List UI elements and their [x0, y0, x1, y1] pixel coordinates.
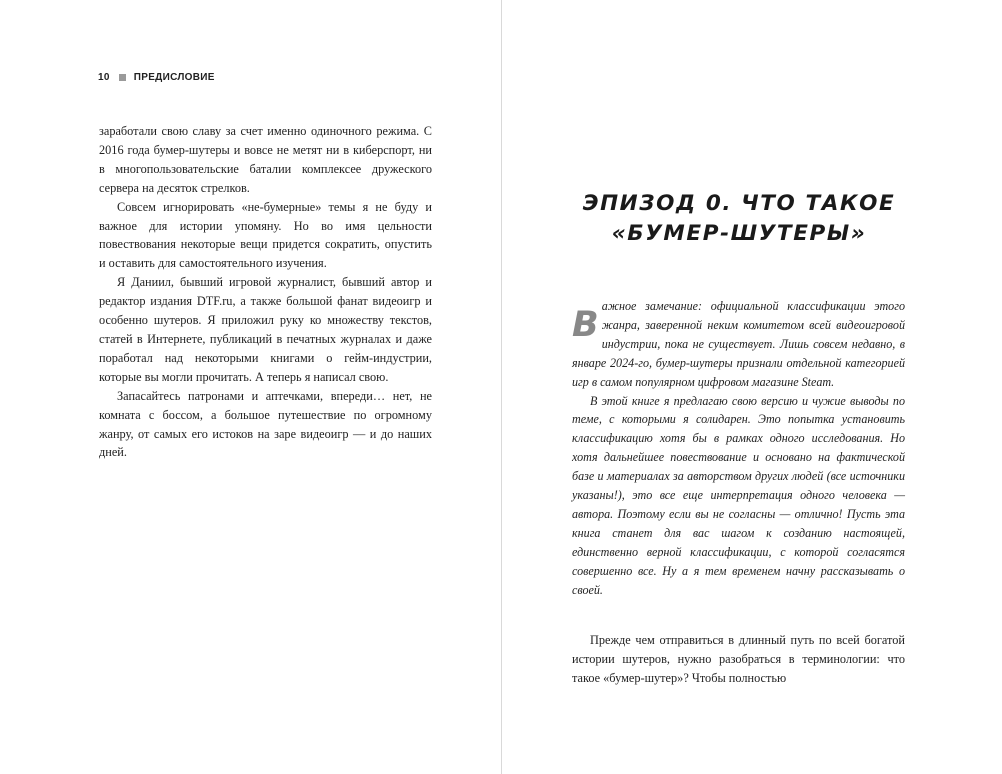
italic-intro — [572, 297, 905, 600]
chapter-title-line-1: ЭПИЗОД 0. ЧТО ТАКОЕ — [582, 191, 896, 216]
paragraph: Запасайтесь патронами и аптечками, впереди… нет, не комната с боссом, а большое путешествие по огромному жанру, от самых его истоков на заре видеоигр — и до наших дней. — [99, 388, 432, 460]
right-body-text — [572, 631, 905, 688]
paragraph: Прежде чем отправиться в длинный путь по всей богатой истории шутеров, нужно разобраться в терминологии: что такое «бумер-шутер»? Чтобы полностью — [572, 633, 905, 685]
intro-paragraph-text: ажное замечание: официальной классификации этого жанра, заверенной неким комитетом всей видеоигровой индустрии, пока не существует. Лишь совсем недавно, в январе 2024-го, бумер-шутеры признали отдельной категорией игр в самом популярном цифровом магазине Steam. — [572, 299, 905, 389]
paragraph: заработали свою славу за счет именно одиночного режима. С 2016 года бумер-шутеры и вовсе не метят ни в киберспорт, ни в многопользовательские баталии комплексее дружеского сервера на десяток стрелков. — [99, 124, 432, 195]
drop-cap: В — [572, 305, 599, 345]
page-number: 10 — [98, 72, 110, 83]
intro-paragraph — [572, 297, 905, 392]
paragraph: Я Даниил, бывший игровой журналист, бывший автор и редактор издания DTF.ru, а также большой фанат видеоигр и особенно шутеров. Я приложил руку ко множеству текстов, статей в Интернете, публикаций в печатных журналах и даже поработал над некоторыми книгами о гейм-индустрии, которые вы могли прочитать. А теперь я написал свою. — [99, 275, 432, 384]
section-title: ПРЕДИСЛОВИЕ — [133, 72, 215, 83]
square-separator-icon — [119, 74, 126, 81]
running-head — [98, 72, 215, 83]
chapter-title — [572, 189, 906, 249]
paragraph: Совсем игнорировать «не-бумерные» темы я не буду и важное для истории упомяну. Но во имя цельности повествования некоторые вещи придется сократить, опустить и оставить для самостоятельного изучения. — [99, 199, 432, 271]
intro-paragraph-2: В этой книге я предлагаю свою версию и чужие выводы по теме, с которыми я солидарен. Это попытка установить классификацию хотя бы в рамках одного исследования. Но хотя дальнейшее повествование и основано на фактической базе и материалах за авторством других людей (все источники указаны!), это все еще интерпретация одного человека — автора. Поэтому если вы не согласны — отлично! Пусть эта книга станет для вас шагом к созданию настоящей, единственно верной классификации, с которой согласятся совершенно все. Ну а я тем временем начну рассказывать о своей. — [572, 393, 905, 597]
chapter-title-line-2: «БУМЕР-ШУТЕРЫ» — [611, 221, 867, 246]
left-body-text — [99, 122, 432, 462]
